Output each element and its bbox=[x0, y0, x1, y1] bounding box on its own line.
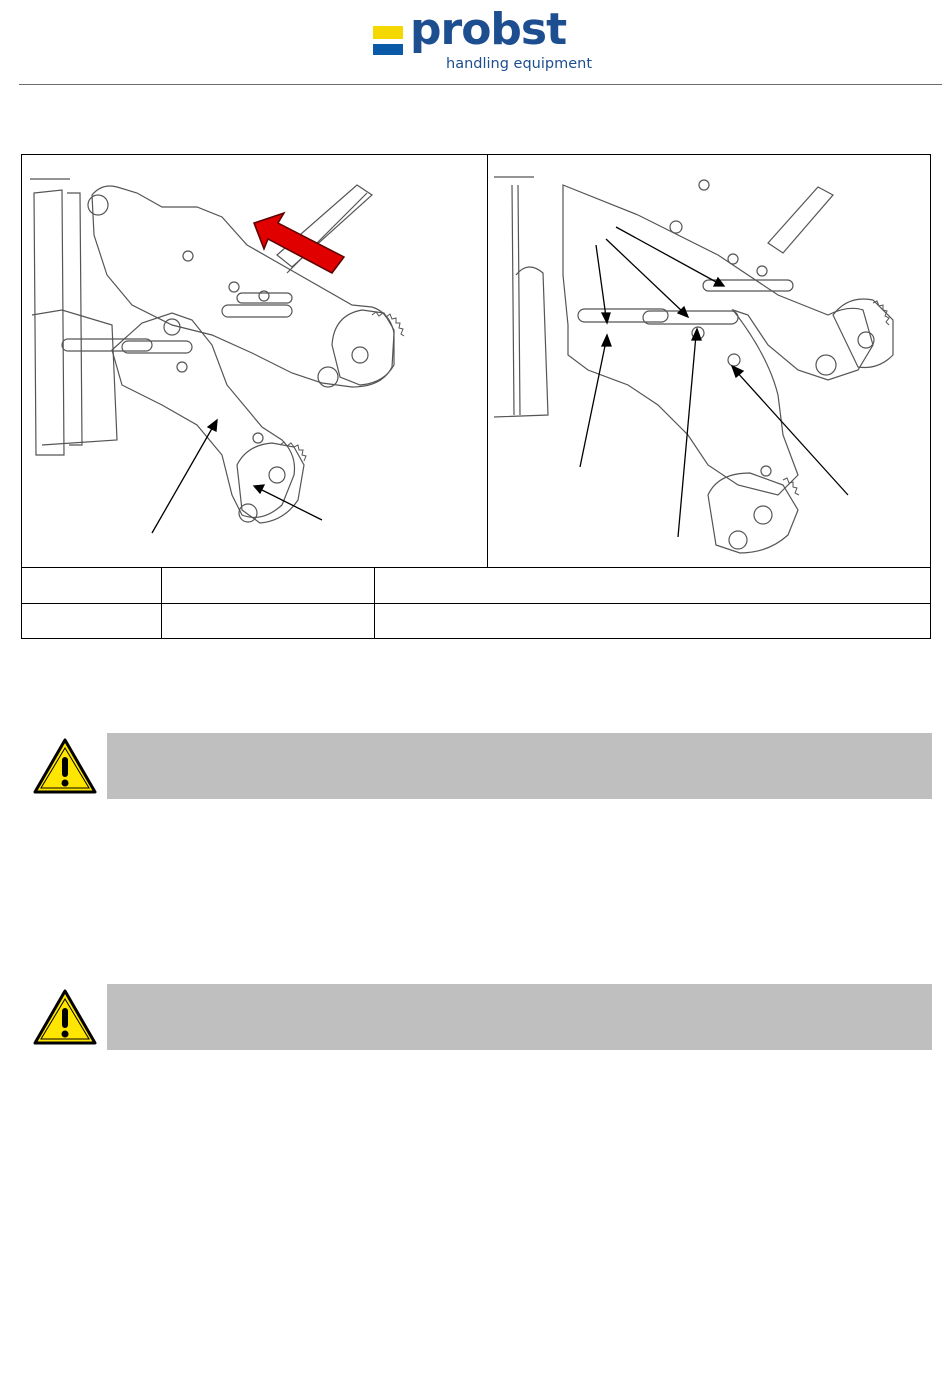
warning-box bbox=[107, 984, 932, 1050]
left-mechanism-drawing bbox=[22, 155, 487, 567]
warning-triangle-icon bbox=[32, 988, 98, 1046]
table-row-divider bbox=[22, 603, 930, 604]
warning-box bbox=[107, 733, 932, 799]
right-mechanism-drawing bbox=[488, 155, 931, 567]
probst-logo bbox=[370, 4, 600, 76]
figure-table bbox=[21, 154, 931, 639]
logo-mark-blue bbox=[373, 44, 403, 55]
header-divider bbox=[19, 84, 942, 85]
logo-tagline: handling equipment bbox=[446, 56, 592, 72]
table-col-divider bbox=[374, 567, 375, 639]
logo-wordmark: probst bbox=[410, 4, 567, 55]
table-col-divider bbox=[161, 567, 162, 639]
warning-triangle-icon bbox=[32, 737, 98, 795]
table-row-divider bbox=[22, 567, 930, 568]
logo-mark-yellow bbox=[373, 26, 403, 39]
red-direction-arrow bbox=[254, 213, 344, 273]
